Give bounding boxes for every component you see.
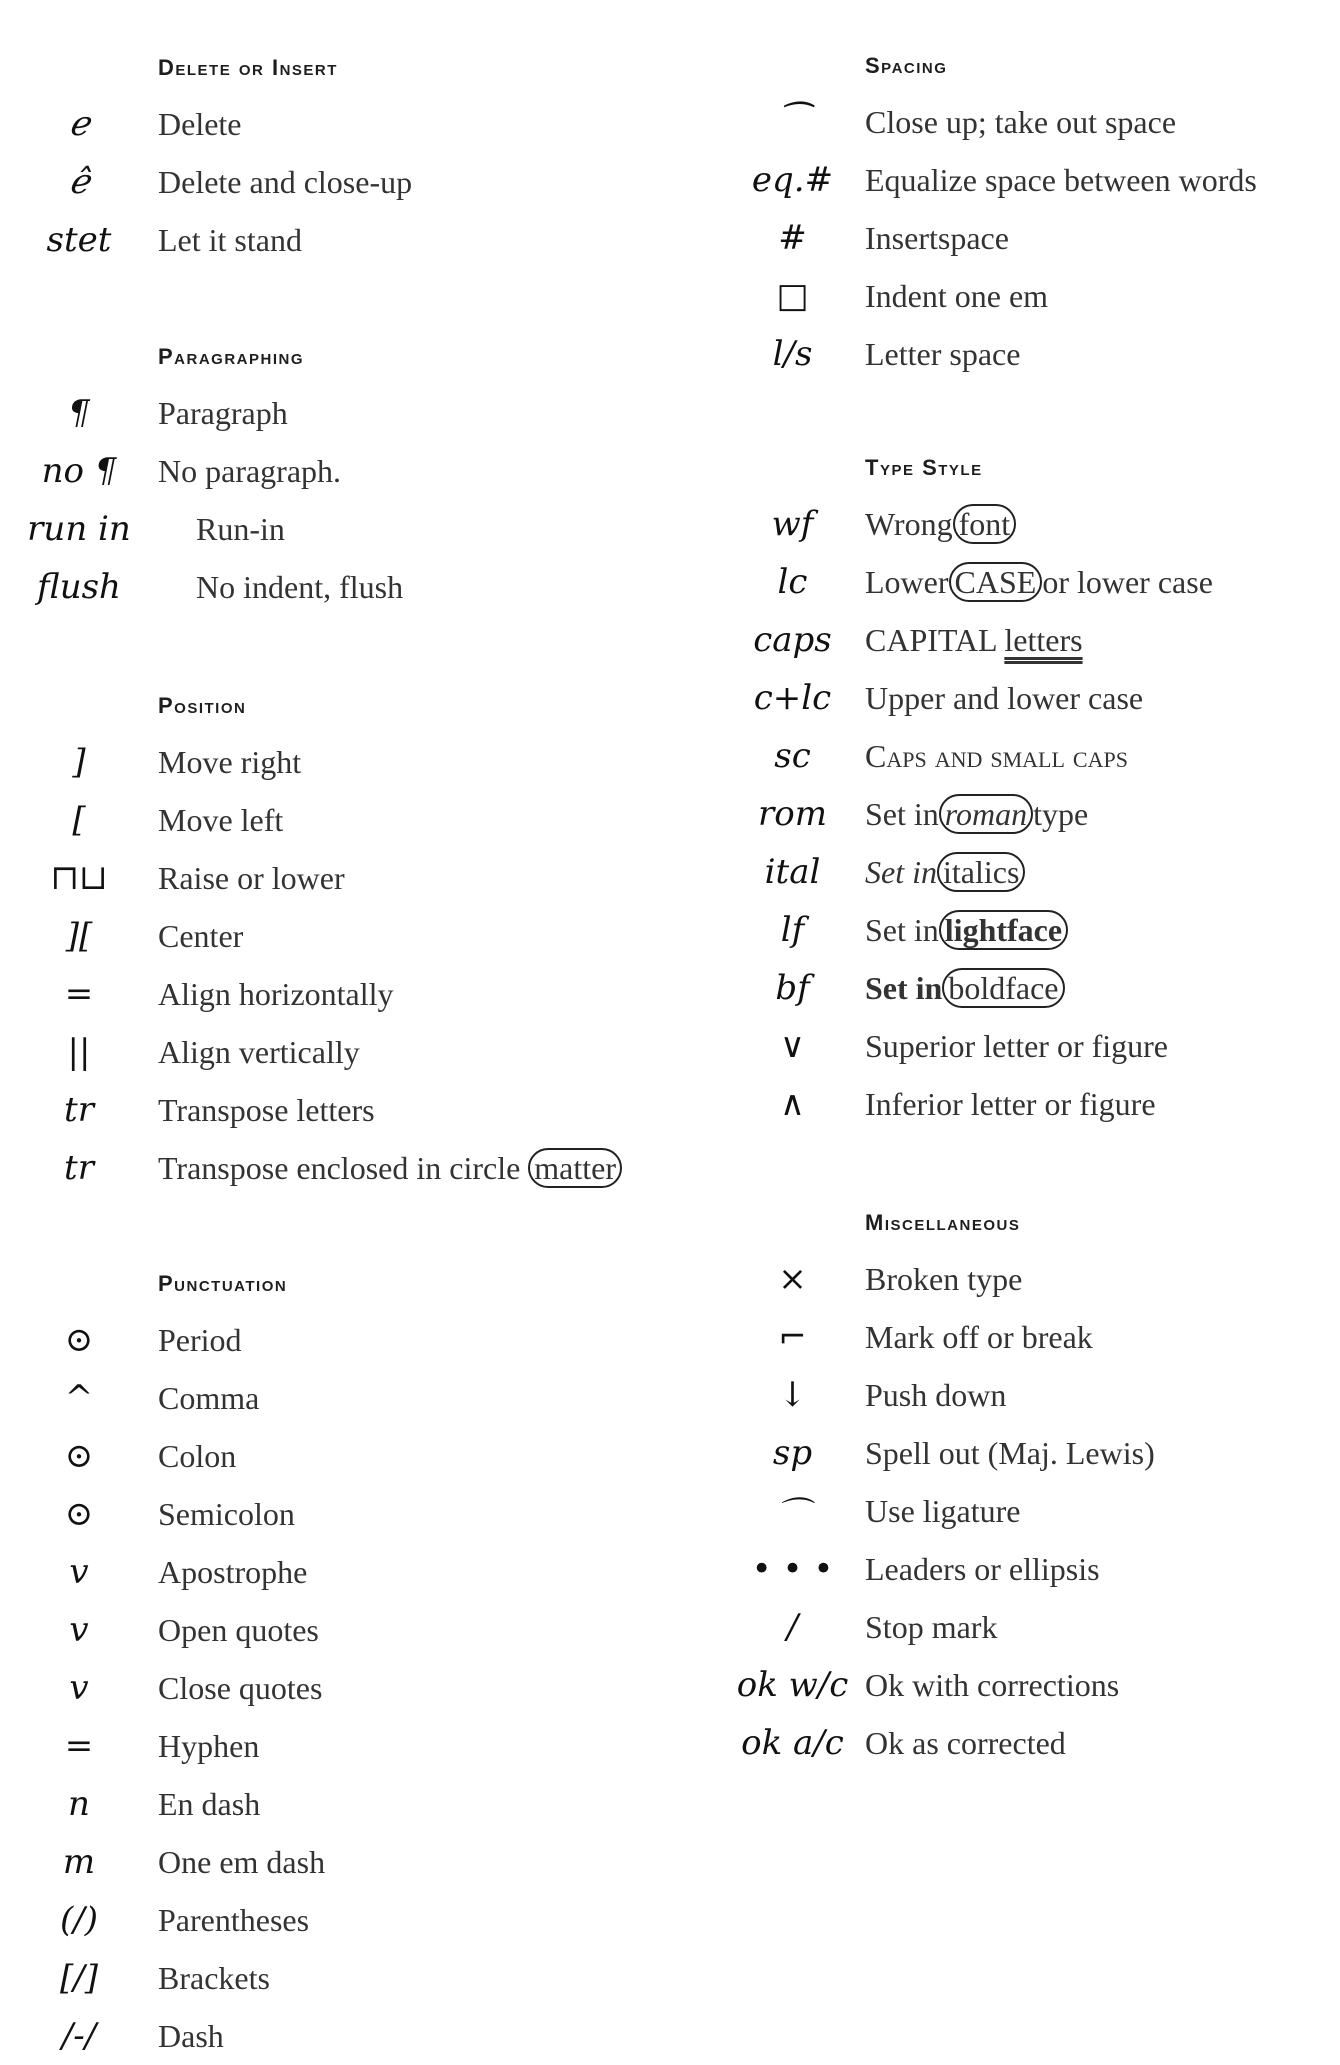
list-item: [720, 1424, 1340, 1482]
inferior-mark: ∧: [780, 1084, 805, 1124]
item-label: Use ligature: [865, 1493, 1021, 1529]
list-item: [0, 733, 700, 791]
item-label: [865, 495, 1016, 553]
boldface-mark: bf: [775, 968, 810, 1008]
item-label: Insertspace: [865, 220, 1009, 256]
list-item: [0, 1139, 700, 1197]
list-item: [720, 901, 1340, 959]
wrong-font-mark: wf: [771, 504, 814, 544]
raise-lower-mark: ⊓⊔: [50, 858, 108, 898]
item-label: No indent, flush: [196, 569, 404, 605]
section-heading: Delete or Insert: [158, 55, 338, 80]
list-item: [0, 1543, 700, 1601]
hyphen-mark: =: [64, 1726, 94, 1766]
item-label: Move right: [158, 744, 302, 780]
list-item: [720, 1017, 1340, 1075]
ellipsis-mark: • • •: [751, 1549, 834, 1589]
spell-out-mark: sp: [772, 1433, 813, 1473]
list-item: [720, 1598, 1340, 1656]
center-mark: ][: [65, 916, 93, 956]
list-item: [0, 1023, 700, 1081]
list-item: [720, 151, 1340, 209]
item-label: Align horizontally: [158, 976, 394, 1012]
small-caps-mark: sc: [774, 736, 811, 776]
label-text: CAPITAL: [865, 622, 997, 658]
circled-word: lightface: [939, 910, 1068, 950]
item-label: Run-in: [196, 511, 285, 547]
item-label: Let it stand: [158, 222, 302, 258]
broken-type-mark: ×: [778, 1259, 807, 1299]
list-item: [0, 95, 700, 153]
item-label: Close quotes: [158, 1670, 323, 1706]
item-label: Center: [158, 918, 244, 954]
item-label: Upper and lower case: [865, 680, 1144, 716]
item-label: Close up; take out space: [865, 104, 1177, 140]
item-label: [865, 959, 1065, 1017]
item-label: Delete and close-up: [158, 164, 413, 200]
item-label: Mark off or break: [865, 1319, 1093, 1355]
item-label: Push down: [865, 1377, 1007, 1413]
parentheses-mark: (/): [60, 1900, 98, 1940]
list-item: [0, 1833, 700, 1891]
ok-corrected-mark: ok a/c: [741, 1723, 844, 1763]
label-text: Lower: [865, 564, 949, 600]
lightface-mark: lf: [780, 910, 805, 950]
item-label: [865, 843, 1025, 901]
list-item: [720, 495, 1340, 553]
item-label: Dash: [158, 2018, 224, 2054]
list-item: [0, 1601, 700, 1659]
ligature-mark: ⌒: [775, 1494, 810, 1535]
insert-space-mark: #: [778, 218, 807, 258]
section-heading: Miscellaneous: [865, 1210, 1021, 1235]
list-item: [720, 93, 1340, 151]
list-item: [0, 1369, 700, 1427]
item-label: [865, 901, 1068, 959]
label-text: Transpose enclosed in circle: [158, 1150, 521, 1186]
transpose-mark: tr: [64, 1148, 94, 1188]
ok-corrections-mark: ok w/c: [736, 1665, 849, 1705]
item-label: Open quotes: [158, 1612, 319, 1648]
em-dash-mark: m: [62, 1842, 96, 1882]
semicolon-mark: ⊙: [64, 1494, 94, 1534]
item-label: [865, 785, 1088, 843]
section-heading: Position: [158, 693, 247, 718]
item-label: Superior letter or figure: [865, 1028, 1168, 1064]
move-right-mark: ]: [72, 742, 86, 782]
break-mark: ⌐: [778, 1317, 807, 1357]
list-item: [0, 384, 700, 442]
move-left-mark: [: [72, 800, 86, 840]
list-item: [0, 153, 700, 211]
item-label: Period: [158, 1322, 242, 1358]
letter-space-mark: l/s: [772, 334, 813, 374]
list-item: [0, 1659, 700, 1717]
list-item: [720, 1482, 1340, 1540]
brackets-mark: [/]: [60, 1958, 98, 1998]
list-item: [0, 1427, 700, 1485]
list-item: [0, 2007, 700, 2065]
stop-mark: /: [786, 1607, 799, 1647]
section-heading: Type Style: [865, 455, 983, 480]
item-label: En dash: [158, 1786, 261, 1822]
item-label: Transpose letters: [158, 1092, 375, 1128]
list-item: [0, 791, 700, 849]
item-label: Spell out (Maj. Lewis): [865, 1435, 1155, 1471]
list-item: [720, 1714, 1340, 1772]
align-vertical-mark: ||: [67, 1032, 91, 1072]
list-item: [0, 211, 700, 269]
list-item: [720, 553, 1340, 611]
list-item: [720, 669, 1340, 727]
item-label: Raise or lower: [158, 860, 345, 896]
item-label: Equalize space between words: [865, 162, 1257, 198]
list-item: [720, 727, 1340, 785]
label-suffix: or lower case: [1042, 564, 1213, 600]
period-mark: ⊙: [64, 1320, 94, 1360]
list-item: [0, 965, 700, 1023]
circled-word: font: [953, 504, 1017, 544]
list-item: [720, 1308, 1340, 1366]
list-item: [720, 1540, 1340, 1598]
item-label: [865, 611, 1083, 669]
circled-word: CASE: [949, 562, 1043, 602]
lower-case-mark: lc: [777, 562, 808, 602]
item-label: [158, 1139, 622, 1197]
run-in-mark: run in: [27, 509, 131, 549]
item-label: One em dash: [158, 1844, 326, 1880]
item-label: Apostrophe: [158, 1554, 308, 1590]
list-item: [720, 843, 1340, 901]
close-up-mark: ⁀: [778, 102, 807, 142]
list-item: [0, 558, 700, 616]
item-label: Move left: [158, 802, 284, 838]
item-label: Paragraph: [158, 395, 288, 431]
item-label: Hyphen: [158, 1728, 260, 1764]
label-text: Set in: [865, 796, 939, 832]
list-item: [0, 907, 700, 965]
list-item: [0, 1949, 700, 2007]
list-item: [720, 1075, 1340, 1133]
list-item: [0, 849, 700, 907]
item-label: Leaders or ellipsis: [865, 1551, 1100, 1587]
label-text: Wrong: [865, 506, 953, 542]
underlined-word: letters: [1004, 622, 1083, 658]
align-horizontal-mark: =: [64, 974, 94, 1014]
circled-word: roman: [939, 794, 1033, 834]
delete-mark: ℯ: [68, 104, 90, 144]
label-suffix: type: [1033, 796, 1089, 832]
item-label: Inferior letter or figure: [865, 1086, 1156, 1122]
list-item: [720, 959, 1340, 1017]
section-heading: Paragraphing: [158, 344, 305, 369]
upper-lower-mark: c+lc: [753, 678, 832, 718]
item-label: Ok as corrected: [865, 1725, 1066, 1761]
open-quotes-mark: v: [69, 1610, 89, 1650]
dash-mark: /-/: [61, 2016, 97, 2056]
item-label: Delete: [158, 106, 242, 142]
circled-word: italics: [937, 852, 1025, 892]
stet-mark: stet: [46, 220, 112, 260]
paragraph-mark: ¶: [68, 393, 90, 433]
list-item: [720, 785, 1340, 843]
en-dash-mark: n: [68, 1784, 90, 1824]
colon-mark: ⊙: [64, 1436, 94, 1476]
item-label: Align vertically: [158, 1034, 360, 1070]
item-label: Brackets: [158, 1960, 270, 1996]
list-item: [0, 1081, 700, 1139]
close-quotes-mark: v: [69, 1668, 89, 1708]
list-item: [720, 611, 1340, 669]
list-item: [0, 1891, 700, 1949]
capitals-mark: caps: [753, 620, 832, 660]
section-heading: Spacing: [865, 53, 948, 78]
apostrophe-mark: v: [69, 1552, 89, 1592]
list-item: [720, 1366, 1340, 1424]
circled-word: matter: [528, 1148, 622, 1188]
item-label: Comma: [158, 1380, 260, 1416]
item-label: Broken type: [865, 1261, 1023, 1297]
delete-close-up-mark: ℯ̂: [68, 162, 90, 202]
list-item: [0, 1775, 700, 1833]
item-label: Caps and small caps: [865, 738, 1128, 774]
comma-mark: ^: [64, 1378, 94, 1418]
item-label: Indent one em: [865, 278, 1049, 314]
no-paragraph-mark: no ¶: [41, 451, 117, 491]
roman-mark: rom: [758, 794, 827, 834]
push-down-mark: ↓: [778, 1375, 807, 1415]
item-label: Parentheses: [158, 1902, 310, 1938]
list-item: [720, 1250, 1340, 1308]
item-label: Semicolon: [158, 1496, 295, 1532]
list-item: [0, 500, 700, 558]
label-text: Set in: [865, 912, 939, 948]
label-text: Set in: [865, 970, 943, 1006]
item-label: [865, 553, 1213, 611]
superior-mark: ∨: [780, 1026, 805, 1066]
flush-mark: flush: [37, 567, 121, 607]
list-item: [720, 325, 1340, 383]
item-label: Letter space: [865, 336, 1021, 372]
equalize-space-mark: eq.#: [751, 160, 834, 200]
italic-mark: ital: [764, 852, 821, 892]
transpose-mark: tr: [64, 1090, 94, 1130]
list-item: [0, 1717, 700, 1775]
item-label: Stop mark: [865, 1609, 998, 1645]
item-label: No paragraph.: [158, 453, 342, 489]
indent-em-mark: □: [776, 276, 809, 316]
item-label: Colon: [158, 1438, 237, 1474]
item-label: Ok with corrections: [865, 1667, 1120, 1703]
list-item: [720, 267, 1340, 325]
circled-word: boldface: [942, 968, 1064, 1008]
section-heading: Punctuation: [158, 1271, 288, 1296]
list-item: [0, 442, 700, 500]
list-item: [0, 1485, 700, 1543]
list-item: [720, 1656, 1340, 1714]
label-text: Set in: [865, 854, 937, 890]
list-item: [0, 1311, 700, 1369]
list-item: [720, 209, 1340, 267]
